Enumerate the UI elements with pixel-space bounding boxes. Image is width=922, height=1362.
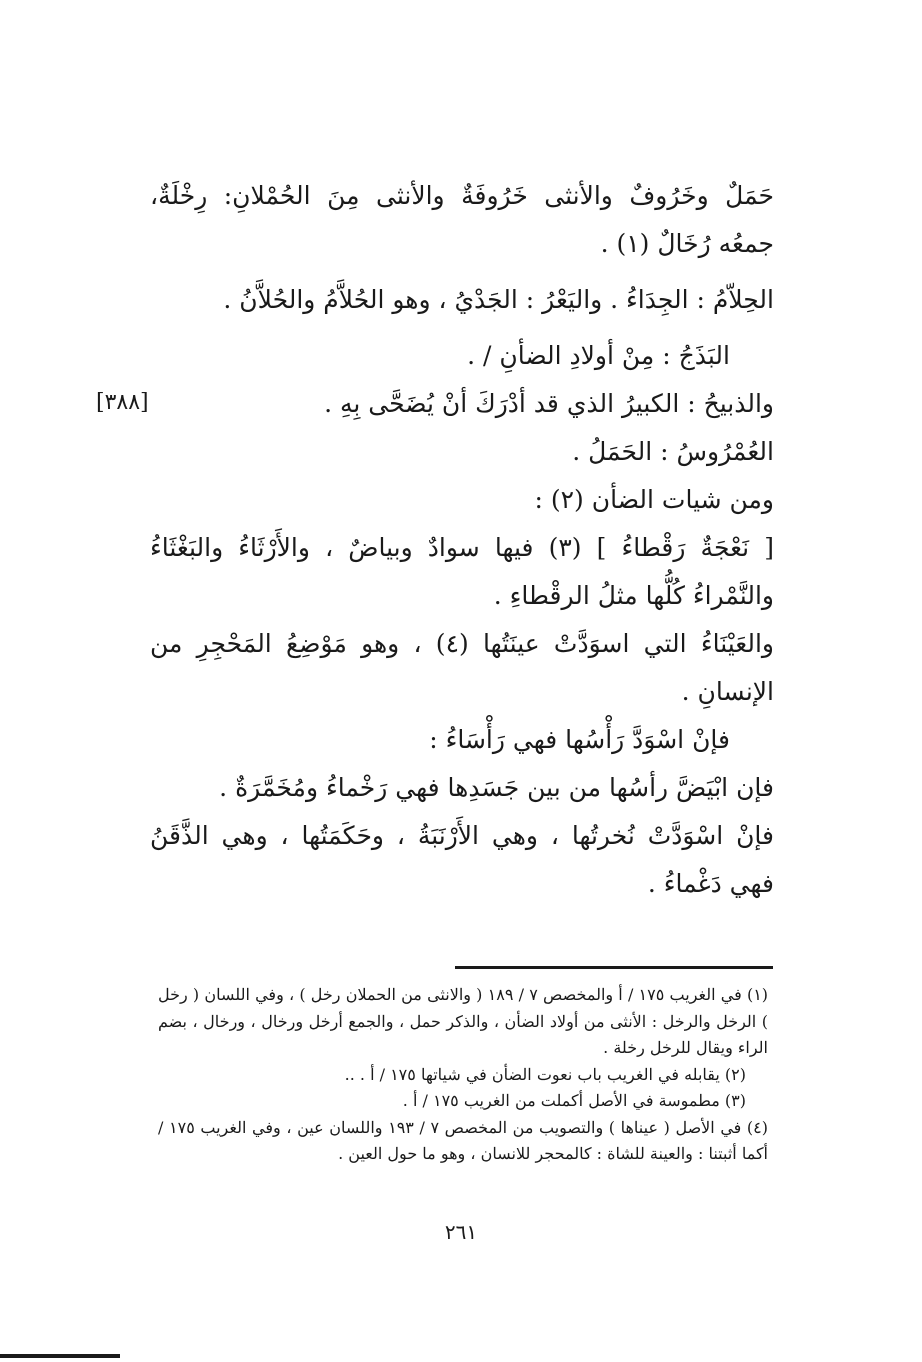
scan-edge-mark: [0, 1354, 120, 1358]
paragraph: البَذَجُ : مِنْ أولادِ الضأنِ / .: [467, 341, 730, 370]
footnote: (٣) مطموسة في الأصل أكملت من الغريب ١٧٥ / أ .: [402, 1091, 746, 1110]
paragraph: [ نَعْجَةٌ رَقْطاءُ ] (٣) فيها سوادٌ وبياضٌ ، والأَرْثَاءُ والبَغْثَاءُ والنَّمْراءُ كُلُّها مثلُ الرقْطاءِ .: [150, 533, 774, 610]
footnote: (٢) يقابله في الغريب باب نعوت الضأن في شياتها ١٧٥ / أ . ..: [344, 1064, 746, 1084]
marginal-folio-reference: [٣٨٨]: [96, 390, 149, 415]
paragraph: العُمْرُوسُ : الحَمَلُ .: [572, 437, 774, 466]
paragraph: ومن شيات الضأن (٢) :: [534, 485, 774, 514]
paragraph: فإنْ اسْوَدَّ رَأْسُها فهي رَأْسَاءُ :: [429, 725, 730, 754]
paragraph: والعَيْنَاءُ التي اسوَدَّتْ عينَتُها (٤) ، وهو مَوْضِعُ المَحْجِرِ من الإنسانِ .: [150, 629, 774, 706]
main-text: [150, 172, 774, 908]
paragraph: والذبيحُ : الكبيرُ الذي قد أدْرَكَ أنْ يُضَحَّى بِهِ .: [324, 389, 774, 418]
page-number: ٢٦١: [444, 1220, 478, 1244]
footnotes: [158, 982, 768, 1168]
paragraph: الحِلاّمُ : الجِدَاءُ . واليَعْرُ : الجَدْيُ ، وهو الحُلاَّمُ والحُلاَّنُ .: [223, 285, 774, 314]
paragraph: فإنْ اسْوَدَّتْ نُخرتُها ، وهي الأَرْنَبَةُ ، وحَكَمَتُها ، وهي الذَّقَنُ فهي دَغْماءُ .: [150, 821, 774, 898]
paragraph: حَمَلٌ وخَرُوفٌ والأنثى خَرُوفَةٌ والأنثى مِنَ الحُمْلانِ: رِخْلَةٌ، جمعُه رُخَالٌ (١) .: [150, 181, 774, 258]
footnote: (١) في الغريب ١٧٥ / أ والمخصص ٧ / ١٨٩ ( والانثى من الحملان رخل ) ، وفي اللسان ( رخل ) الرخل والرخل : الأنثى من أولاد الضأن ، والذكر حمل ، والجمع أرخل ورخال ، ورخال ، بضم الراء ويقال للرخل رخلة .: [158, 985, 769, 1057]
footnote-separator: [455, 966, 773, 969]
footnote: (٤) في الأصل ( عيناها ) والتصويب من المخصص ٧ / ١٩٣ واللسان عين ، وفي الغريب ١٧٥ / أكما أثبتنا : والعينة للشاة : كالمحجر للانسان ، وهو ما حول العين .: [158, 1117, 768, 1163]
paragraph: فإن ابْيَضَّ رأسُها من بين جَسَدِها فهي رَخْماءُ ومُخَمَّرَةٌ .: [219, 773, 774, 802]
